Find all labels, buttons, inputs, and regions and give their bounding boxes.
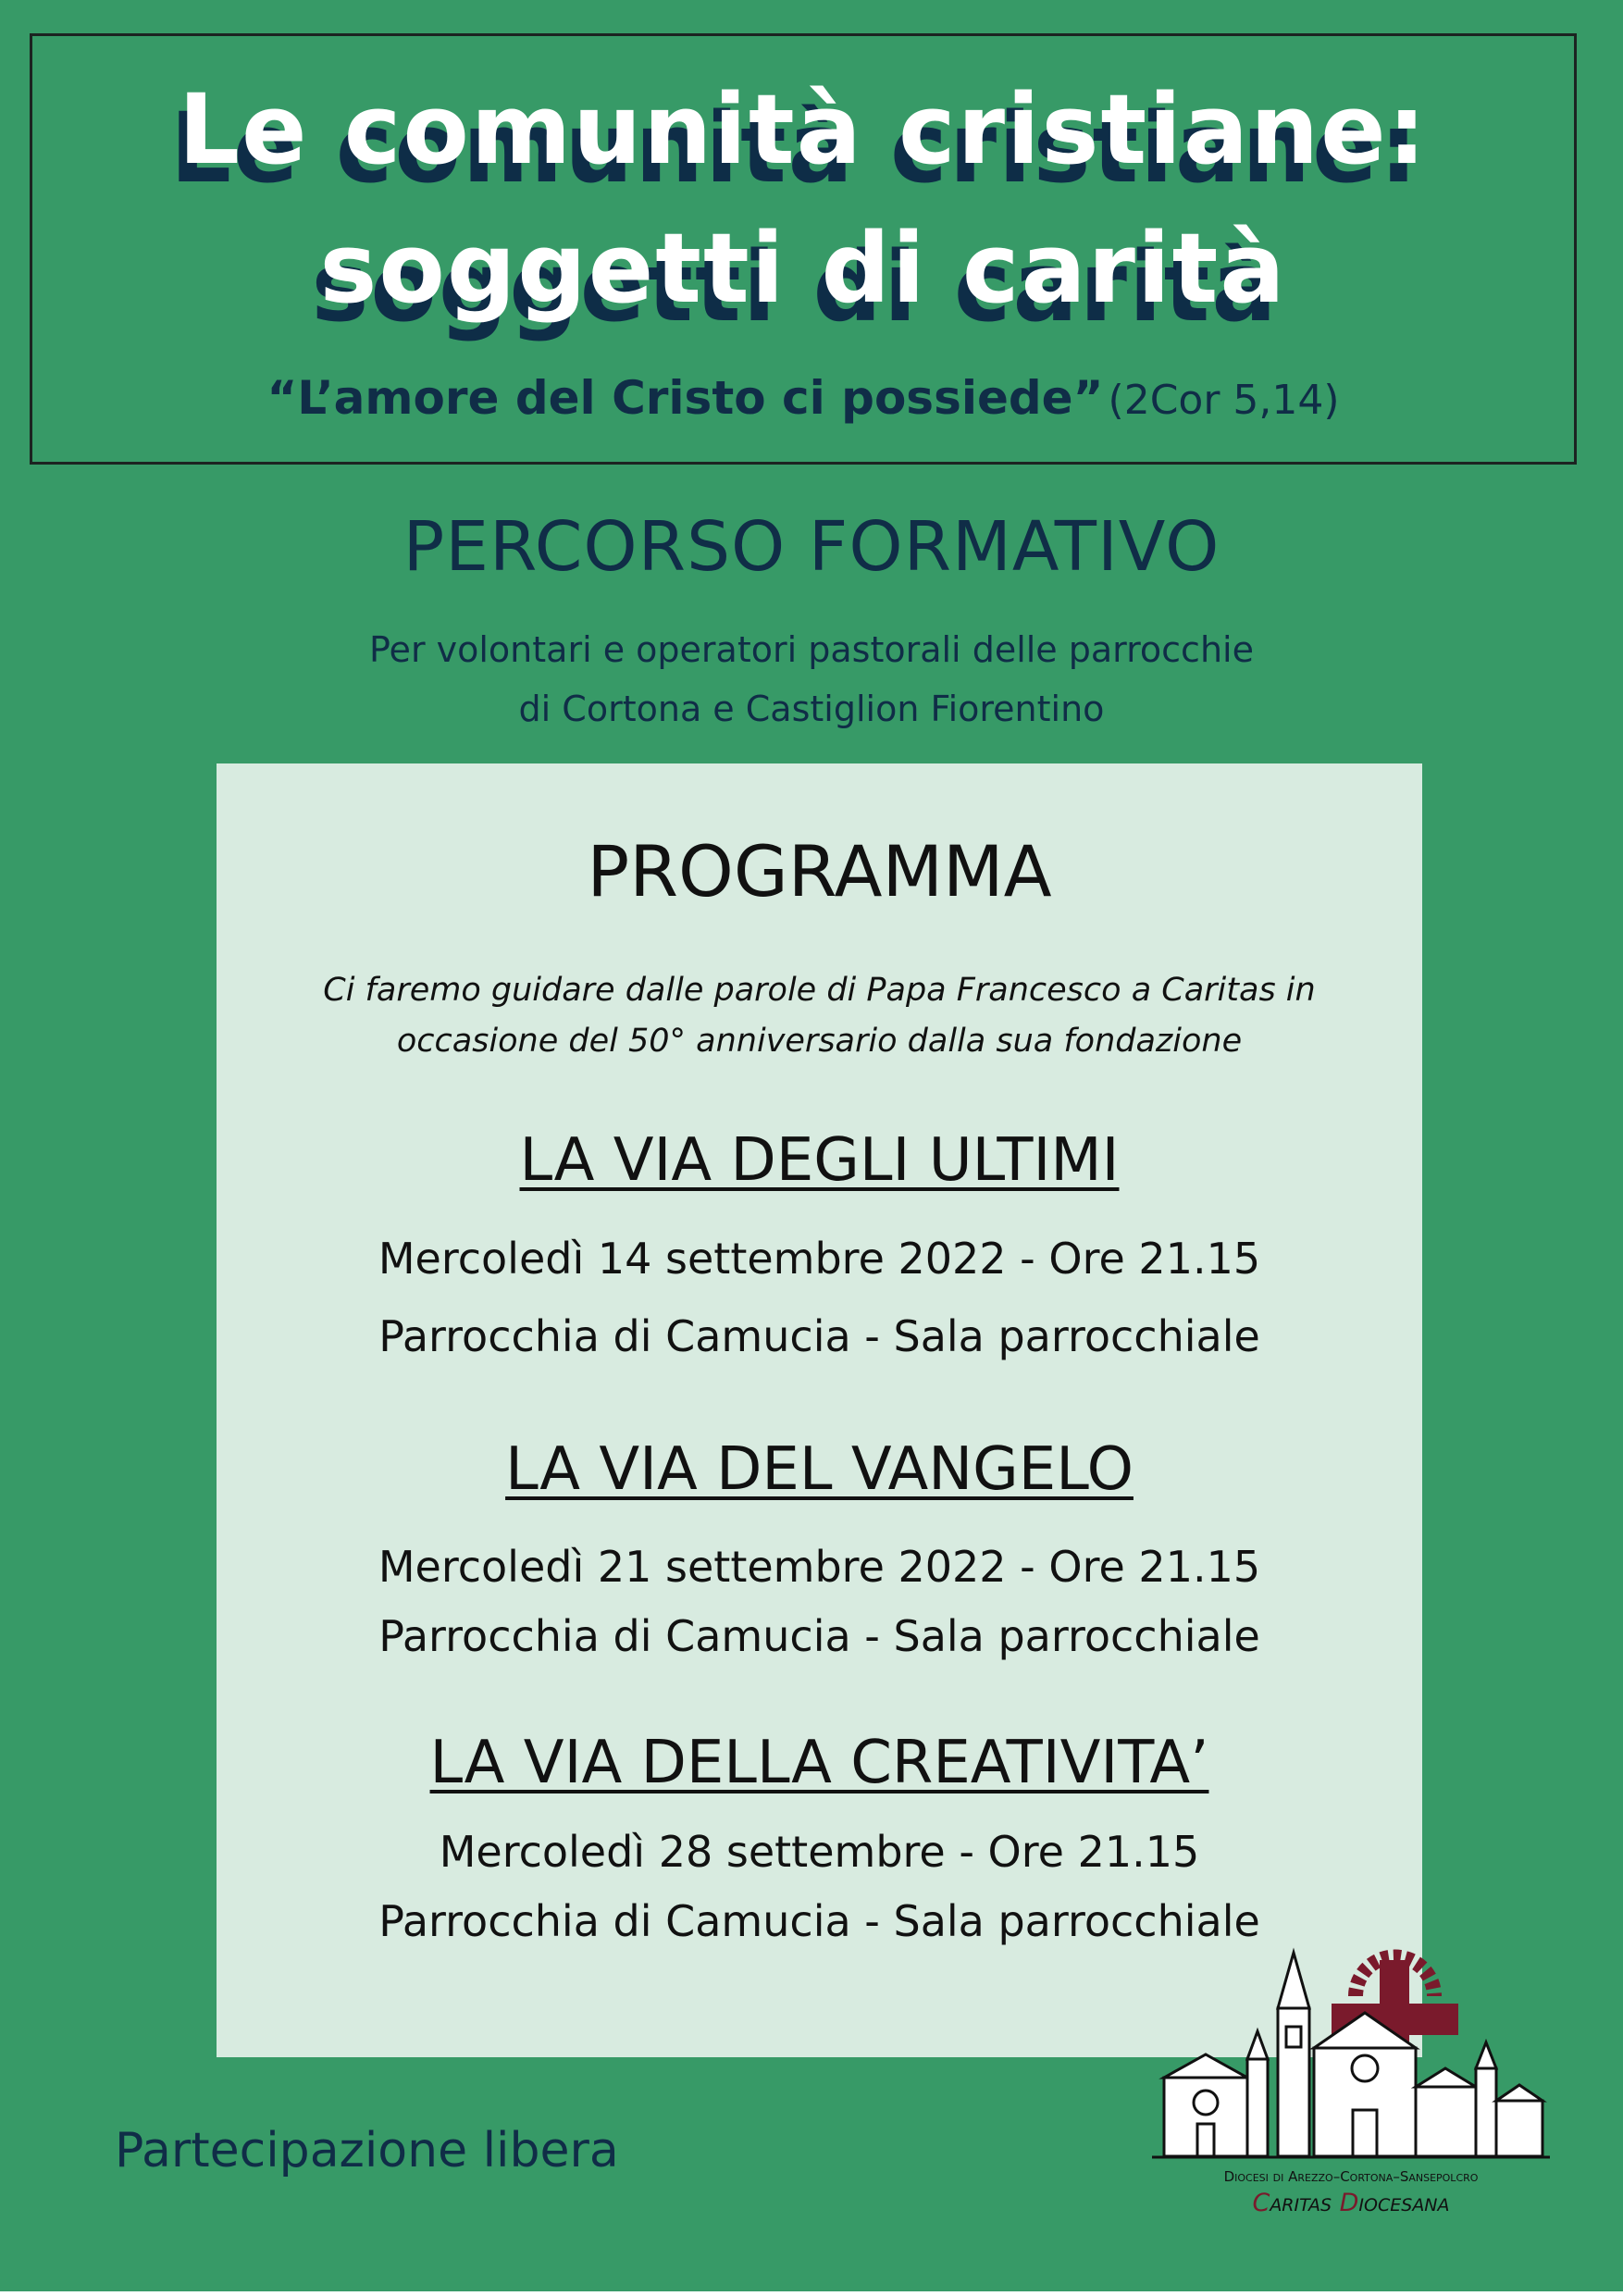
quote-text: “L’amore del Cristo ci possiede” <box>266 371 1104 425</box>
quote-reference: (2Cor 5,14) <box>1108 377 1340 424</box>
program-intro-line-1: Ci faremo guidare dalle parole di Papa Francesco a Caritas in <box>323 972 1316 1009</box>
title-box <box>30 33 1577 465</box>
church-skyline-icon <box>1147 1939 1555 2170</box>
audience-line-2: di Cortona e Castiglion Fiorentino <box>518 689 1105 729</box>
session-3-title: LA VIA DELLA CREATIVITA’ <box>429 1729 1209 1797</box>
program-intro-line-2: occasione del 50° anniversario dalla sua fondazione <box>396 1023 1243 1060</box>
logo-caritas-name: Caritas Diocesana <box>1252 2189 1450 2217</box>
session-3-date: Mercoledì 28 settembre - Ore 21.15 <box>439 1827 1200 1877</box>
audience-line-1: Per volontari e operatori pastorali delle parrocchie <box>369 629 1254 670</box>
session-3-place: Parrocchia di Camucia - Sala parrocchiale <box>378 1896 1260 1946</box>
session-1-place: Parrocchia di Camucia - Sala parrocchiale <box>378 1311 1260 1361</box>
scripture-quote <box>32 371 1574 425</box>
logo-diocese-text: Diocesi di Arezzo–Cortona–Sansepolcro <box>1223 2168 1479 2185</box>
session-2-date: Mercoledì 21 settembre 2022 - Ore 21.15 <box>378 1542 1261 1592</box>
caritas-logo <box>1147 1939 1555 2230</box>
main-title-line-2: soggetti di carità <box>319 212 1287 325</box>
session-1-title: LA VIA DEGLI ULTIMI <box>519 1126 1120 1195</box>
program-title: PROGRAMMA <box>587 830 1052 912</box>
session-2-place: Parrocchia di Camucia - Sala parrocchiale <box>378 1611 1260 1661</box>
program-box <box>217 763 1422 2057</box>
session-1-date: Mercoledì 14 settembre 2022 - Ore 21.15 <box>378 1234 1261 1284</box>
main-title-line-1: Le comunità cristiane: <box>178 73 1429 186</box>
course-heading: PERCORSO FORMATIVO <box>403 507 1220 587</box>
session-2-title: LA VIA DEL VANGELO <box>505 1435 1134 1504</box>
participation-note: Partecipazione libera <box>115 2123 619 2178</box>
